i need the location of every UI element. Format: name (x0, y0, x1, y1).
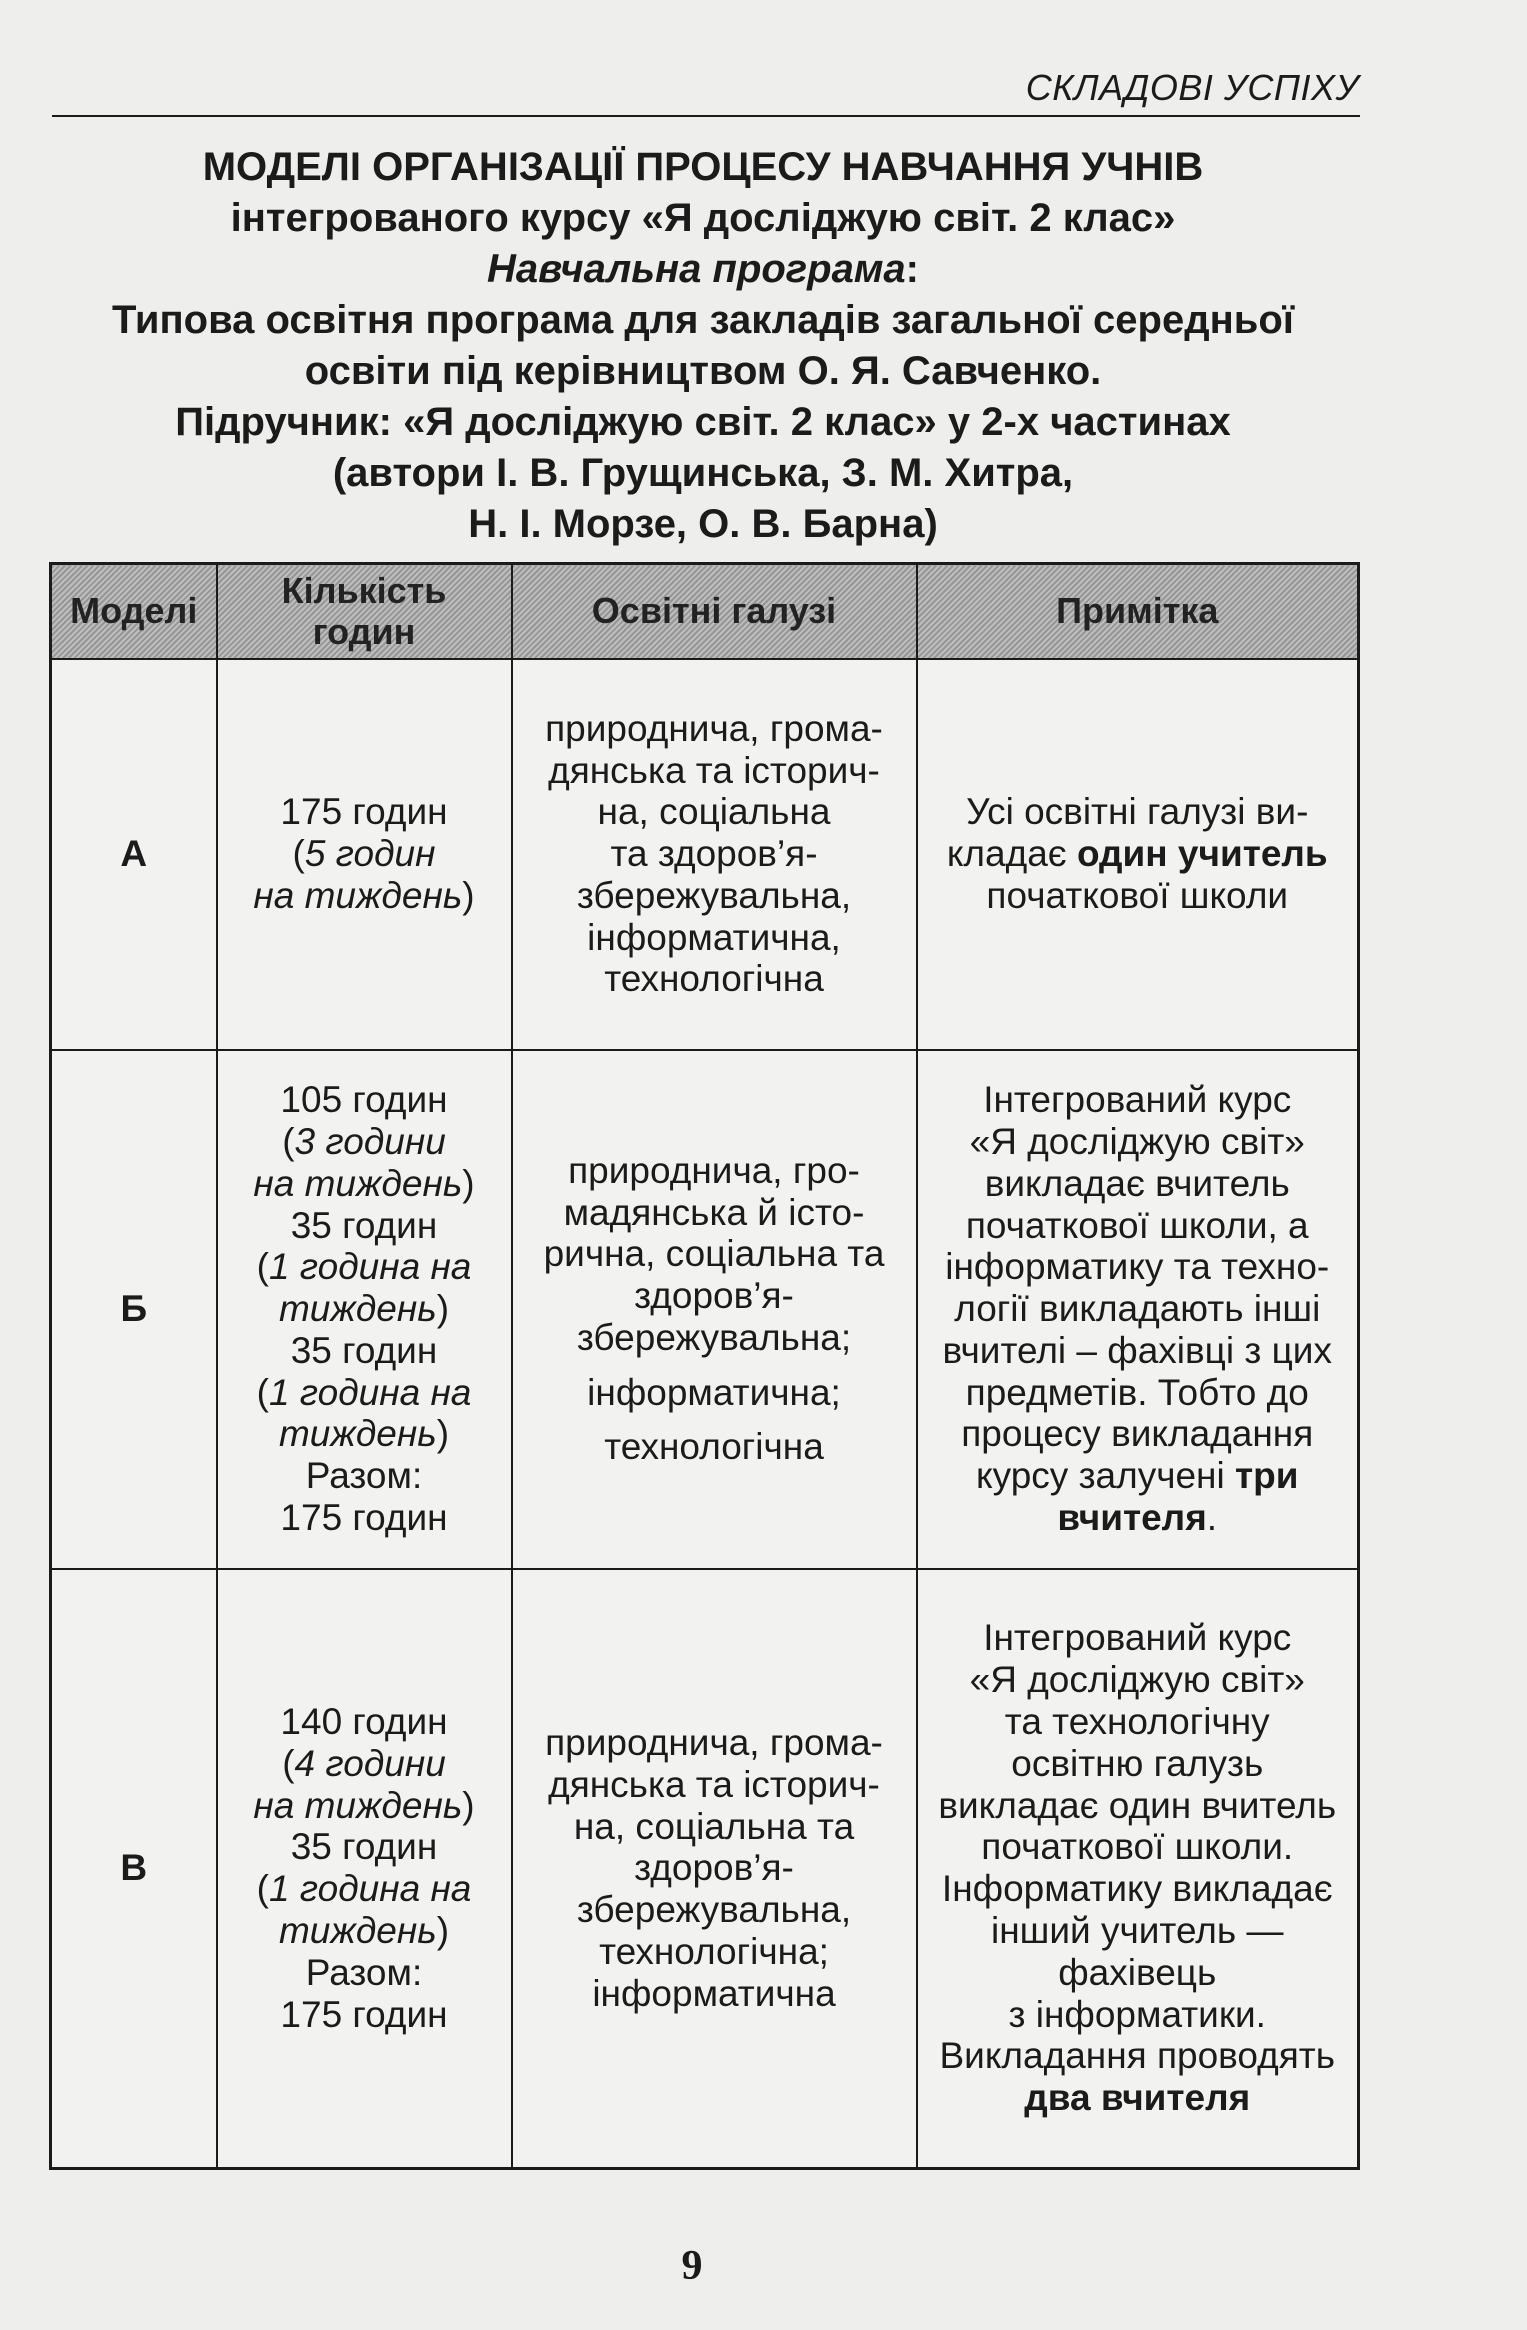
line-text: 35 годин (290, 1204, 438, 1246)
text-line (49, 397, 1357, 448)
line-text: з інформатики. (1008, 1993, 1266, 2035)
text-line (519, 750, 910, 792)
hours-cell (217, 1050, 512, 1569)
text-line (924, 1246, 1352, 1288)
text-line (519, 1426, 910, 1468)
line-text: . (1206, 1497, 1218, 1539)
hours-cell (217, 1569, 512, 2169)
text-line (924, 1743, 1352, 1785)
fields-cell (512, 1569, 917, 2169)
line-text: дянська та історич- (548, 1763, 880, 1805)
line-text: ( (256, 1371, 269, 1413)
text-line (924, 791, 1352, 833)
models-table (49, 562, 1360, 2170)
text-line (519, 1806, 910, 1848)
text-line (224, 1952, 505, 1994)
line-text: природнича, гро- (568, 1149, 860, 1191)
line-text: 175 годин (280, 1993, 448, 2035)
text-line (224, 1994, 505, 2036)
text-line (519, 1931, 910, 1973)
line-text: та технологічну (1004, 1701, 1270, 1743)
text-line (519, 791, 910, 833)
line-text: освітню галузь (1011, 1742, 1264, 1784)
line-text: Інтегрований курс (983, 1079, 1292, 1121)
text-line (519, 1317, 910, 1359)
line-text: здоров’я- (634, 1275, 794, 1317)
table-header-row (51, 564, 1359, 659)
table-body (51, 659, 1359, 2169)
header-line: годин (312, 611, 416, 653)
line-text: 140 годин (280, 1701, 448, 1743)
text-line (224, 1868, 505, 1910)
text-line (224, 1785, 505, 1827)
line-text: природнича, грома- (545, 707, 883, 749)
line-text: на, соціальна та (573, 1805, 855, 1847)
header-models: Моделі (51, 564, 217, 659)
note-cell (917, 1050, 1359, 1569)
bold-text: один учитель (1076, 833, 1328, 875)
line-text: Разом: (305, 1455, 423, 1497)
model-cell: В (51, 1569, 217, 2169)
note-cell (917, 1569, 1359, 2169)
italic-text: 1 година на (268, 1371, 472, 1413)
text-line (924, 1826, 1352, 1868)
italic-text: на тиждень (253, 1162, 463, 1204)
text-line (519, 1192, 910, 1234)
bold-text: три (1235, 1455, 1299, 1497)
line-text: Усі освітні галузі ви- (966, 791, 1309, 833)
line-text: Типова освітня програма для закладів загальної середньої (111, 298, 1295, 342)
text-line (924, 1497, 1352, 1539)
italic-text: 1 година на (268, 1246, 472, 1288)
line-text: ) (462, 1162, 475, 1204)
italic-text: тиждень (278, 1413, 437, 1455)
line-text: ( (292, 833, 305, 875)
line-text: : (905, 247, 919, 291)
italic-text: 4 години (294, 1742, 446, 1784)
header-rule (52, 115, 1360, 117)
line-text: «Я досліджую світ» (969, 1120, 1305, 1162)
text-line (224, 1246, 505, 1288)
model-cell: А (51, 659, 217, 1050)
text-line (924, 1079, 1352, 1121)
text-line (519, 1764, 910, 1806)
line-text: технологічна (604, 958, 824, 1000)
line-text: процесу викладання (961, 1413, 1314, 1455)
line-text: 35 годин (290, 1329, 438, 1371)
text-line (224, 1910, 505, 1952)
text-line (224, 1330, 505, 1372)
line-text: курсу залучені (976, 1455, 1235, 1497)
line-text: Н. І. Морзе, О. В. Барна) (468, 502, 938, 546)
line-text: (автори І. В. Грущинська, З. М. Хитра, (332, 451, 1074, 495)
text-line (224, 1079, 505, 1121)
italic-text: на тиждень (253, 874, 463, 916)
italic-text: 3 години (294, 1120, 446, 1162)
text-line (924, 1205, 1352, 1247)
line-text: логії викладають інші (954, 1288, 1321, 1330)
line-text: початкової школи. (981, 1826, 1294, 1868)
line-text: освіти під керівництвом О. Я. Савченко. (304, 349, 1102, 393)
line-text: технологічна; (599, 1930, 829, 1972)
text-line (924, 1163, 1352, 1205)
text-line (519, 1372, 910, 1414)
text-line (924, 1121, 1352, 1163)
line-text: початкової школи (986, 874, 1289, 916)
line-text: МОДЕЛІ ОРГАНІЗАЦІЇ ПРОЦЕСУ НАВЧАННЯ УЧНІВ (202, 145, 1204, 189)
text-line (924, 2035, 1352, 2077)
line-text: інформатична; (587, 1371, 841, 1413)
line-text: предметів. Тобто до (965, 1371, 1309, 1413)
line-text: на, соціальна (597, 791, 831, 833)
line-text: початкової школи, а (965, 1204, 1309, 1246)
text-line (924, 1413, 1352, 1455)
fields-cell (512, 659, 917, 1050)
line-text: «Я досліджую світ» (969, 1659, 1305, 1701)
italic-text: 5 годин (304, 833, 436, 875)
text-line (924, 1330, 1352, 1372)
italic-text: на тиждень (253, 1784, 463, 1826)
text-line (924, 833, 1352, 875)
line-text: ) (436, 1413, 450, 1455)
text-line (224, 1413, 505, 1455)
header-fields: Освітні галузі (512, 564, 917, 659)
text-line (49, 193, 1357, 244)
italic-text: тиждень (278, 1910, 437, 1952)
text-line (924, 1910, 1352, 1952)
line-text: інформатична (592, 1972, 836, 2014)
text-line (224, 875, 505, 917)
line-text: ) (436, 1288, 450, 1330)
bold-text: вчителя (1057, 1497, 1207, 1539)
header-line: Кількість (281, 569, 447, 611)
text-line (519, 1973, 910, 2015)
line-text: ) (462, 874, 475, 916)
text-line (519, 1275, 910, 1317)
line-text: ( (282, 1742, 295, 1784)
italic-text: тиждень (278, 1288, 437, 1330)
line-text: викладає вчитель (984, 1162, 1290, 1204)
text-line (224, 1826, 505, 1868)
text-line (49, 142, 1357, 193)
line-text: збережувальна, (576, 1889, 852, 1931)
text-line (224, 1455, 505, 1497)
text-line (924, 1372, 1352, 1414)
line-text: ) (462, 1784, 475, 1826)
table-row (51, 659, 1359, 1050)
line-text: фахівець (1058, 1951, 1217, 1993)
line-text: Підручник: «Я досліджую світ. 2 клас» у 2-х частинах (175, 400, 1231, 444)
title-block (49, 142, 1357, 550)
line-text: кладає (946, 833, 1077, 875)
line-text: дянська та історич- (548, 749, 880, 791)
text-line (924, 1455, 1352, 1497)
line-text: ( (256, 1868, 269, 1910)
table-row (51, 1569, 1359, 2169)
line-text: викладає один вчитель (938, 1784, 1337, 1826)
header-hours (217, 564, 512, 659)
text-line (519, 708, 910, 750)
text-line (924, 1994, 1352, 2036)
line-text: 175 годин (280, 791, 448, 833)
line-text: інформатична, (587, 916, 841, 958)
running-head: СКЛАДОВІ УСПІХУ (1025, 67, 1359, 108)
line-text: ( (282, 1120, 295, 1162)
hours-cell (217, 659, 512, 1050)
text-line (224, 1743, 505, 1785)
line-text: 35 годин (290, 1826, 438, 1868)
text-line (49, 448, 1357, 499)
line-text: технологічна (604, 1426, 824, 1468)
text-line (924, 1288, 1352, 1330)
text-line (519, 958, 910, 1000)
italic-text: Навчальна програма (487, 247, 906, 291)
text-line (924, 1659, 1352, 1701)
text-line (224, 1372, 505, 1414)
header-note: Примітка (917, 564, 1359, 659)
line-text: здоров’я- (634, 1847, 794, 1889)
line-text: Викладання проводять (939, 2035, 1335, 2077)
text-line (519, 917, 910, 959)
line-text: інформатику та техно- (945, 1246, 1330, 1288)
line-text: Разом: (305, 1951, 423, 1993)
text-line (224, 1205, 505, 1247)
text-line (224, 1497, 505, 1539)
text-line (224, 1121, 505, 1163)
line-text: ( (256, 1246, 269, 1288)
model-cell: Б (51, 1050, 217, 1569)
text-line (924, 875, 1352, 917)
text-line (224, 791, 505, 833)
text-line (924, 1701, 1352, 1743)
text-line (49, 499, 1357, 550)
bold-text: два вчителя (1024, 2077, 1251, 2119)
line-text: Інтегрований курс (983, 1617, 1292, 1659)
text-line (924, 1617, 1352, 1659)
text-line (49, 295, 1357, 346)
line-text: інший учитель — (991, 1910, 1284, 1952)
line-text: природнича, грома- (545, 1721, 883, 1763)
text-line (924, 1868, 1352, 1910)
text-line (519, 875, 910, 917)
page-number: 9 (681, 2243, 703, 2289)
italic-text: 1 година на (268, 1868, 472, 1910)
text-line (224, 833, 505, 875)
text-line (519, 1722, 910, 1764)
line-text: та здоров’я- (610, 833, 818, 875)
text-line (519, 1150, 910, 1192)
text-line (519, 1889, 910, 1931)
line-text: Інформатику викладає (941, 1868, 1333, 1910)
line-text: мадянська й істо- (563, 1191, 865, 1233)
text-line (224, 1288, 505, 1330)
line-text: збережувальна; (576, 1316, 852, 1358)
fields-cell (512, 1050, 917, 1569)
line-text: збережувальна, (576, 874, 852, 916)
text-line (519, 1847, 910, 1889)
text-line (924, 2077, 1352, 2119)
text-line (49, 244, 1357, 295)
line-text: ) (436, 1910, 450, 1952)
line-text: 105 годин (280, 1079, 448, 1121)
line-text: рична, соціальна та (543, 1233, 885, 1275)
note-cell (917, 659, 1359, 1050)
text-line (224, 1701, 505, 1743)
table-row (51, 1050, 1359, 1569)
text-line (924, 1952, 1352, 1994)
text-line (519, 1233, 910, 1275)
text-line (924, 1785, 1352, 1827)
line-text: вчителі – фахівці з цих (942, 1329, 1332, 1371)
text-line (224, 1163, 505, 1205)
line-text: інтегрованого курсу «Я досліджую світ. 2 клас» (230, 196, 1176, 240)
line-text: 175 годин (280, 1497, 448, 1539)
text-line (519, 833, 910, 875)
text-line (49, 346, 1357, 397)
